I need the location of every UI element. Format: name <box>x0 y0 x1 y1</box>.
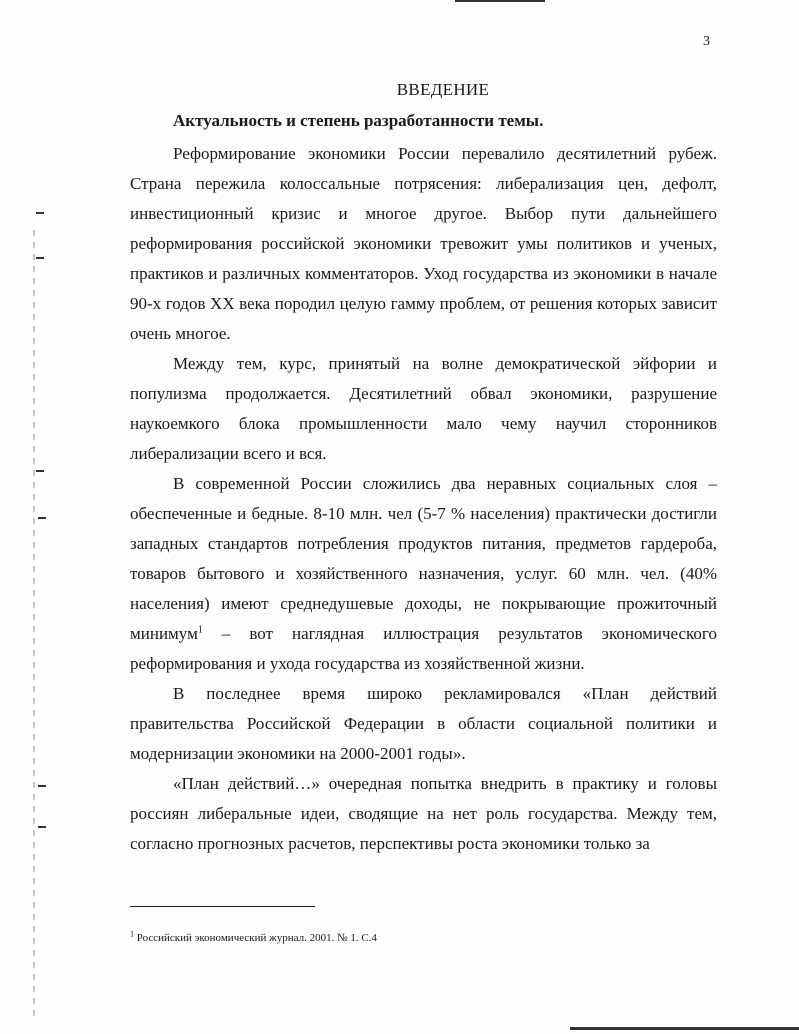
paragraph: В последнее время широко рекламировался «План действий правительства Российской Федерации в области социальной политики и модернизации экономики на 2000-2001 годы». <box>130 684 717 763</box>
paragraph: Между тем, курс, принятый на волне демократической эйфории и популизма продолжается. Десятилетний обвал экономики, разрушение наукоемкого блока промышленности мало чему научил сторонников либерализации всего и вся. <box>130 354 717 463</box>
scan-artifact-mark <box>38 826 46 828</box>
footnote-divider <box>130 906 315 907</box>
paragraph-text: В современной России сложились два неравных социальных слоя – обеспеченные и бедные. 8-10 млн. чел (5-7 % населения) практически достигли западных стандартов потребления продуктов питания, предметов гардероба, товаров бытового и хозяйственного назначения, услуг. 60 млн. чел. (40% населения) имеют среднедушевые доходы, не покрывающие прожиточный минимум <box>130 474 717 643</box>
scan-artifact-mark <box>38 517 46 519</box>
section-title: ВВЕДЕНИЕ <box>396 80 490 99</box>
paragraph-text: – вот наглядная иллюстрация результатов экономического реформирования и ухода государства из хозяйственной жизни. <box>130 624 717 673</box>
scan-artifact-bottom <box>570 1027 799 1030</box>
body-text <box>130 139 717 859</box>
scan-artifact-mark <box>36 470 44 472</box>
footnote-reference[interactable]: 1 <box>197 624 203 636</box>
paragraph: «План действий…» очередная попытка внедрить в практику и головы россиян либеральные идеи, сводящие на нет роль государства. Между тем, согласно прогнозных расчетов, перспективы роста экономики только за <box>130 774 717 853</box>
footnote <box>130 929 377 944</box>
scan-artifact-mark <box>36 257 44 259</box>
scan-artifact-left-edge <box>33 230 35 1020</box>
section-subtitle: Актуальность и степень разработанности темы. <box>173 111 544 130</box>
footnote-text: Российский экономический журнал. 2001. № 1. С.4 <box>134 932 377 944</box>
scan-artifact-mark <box>38 785 46 787</box>
paragraph <box>130 469 717 679</box>
page-number: 3 <box>703 34 710 49</box>
paragraph: Реформирование экономики России перевалило десятилетний рубеж. Страна пережила колоссальные потрясения: либерализация цен, дефолт, инвестиционный кризис и многое другое. Выбор пути дальнейшего реформирования российской экономики тревожит умы политиков и ученых, практиков и различных комментаторов. Уход государства из экономики в начале 90-х годов XX века породил целую гамму проблем, от решения которых зависит очень многое. <box>130 144 717 343</box>
scan-artifact-top <box>455 0 545 2</box>
footnote-number: 1 <box>130 929 134 939</box>
scan-artifact-mark <box>36 212 44 214</box>
